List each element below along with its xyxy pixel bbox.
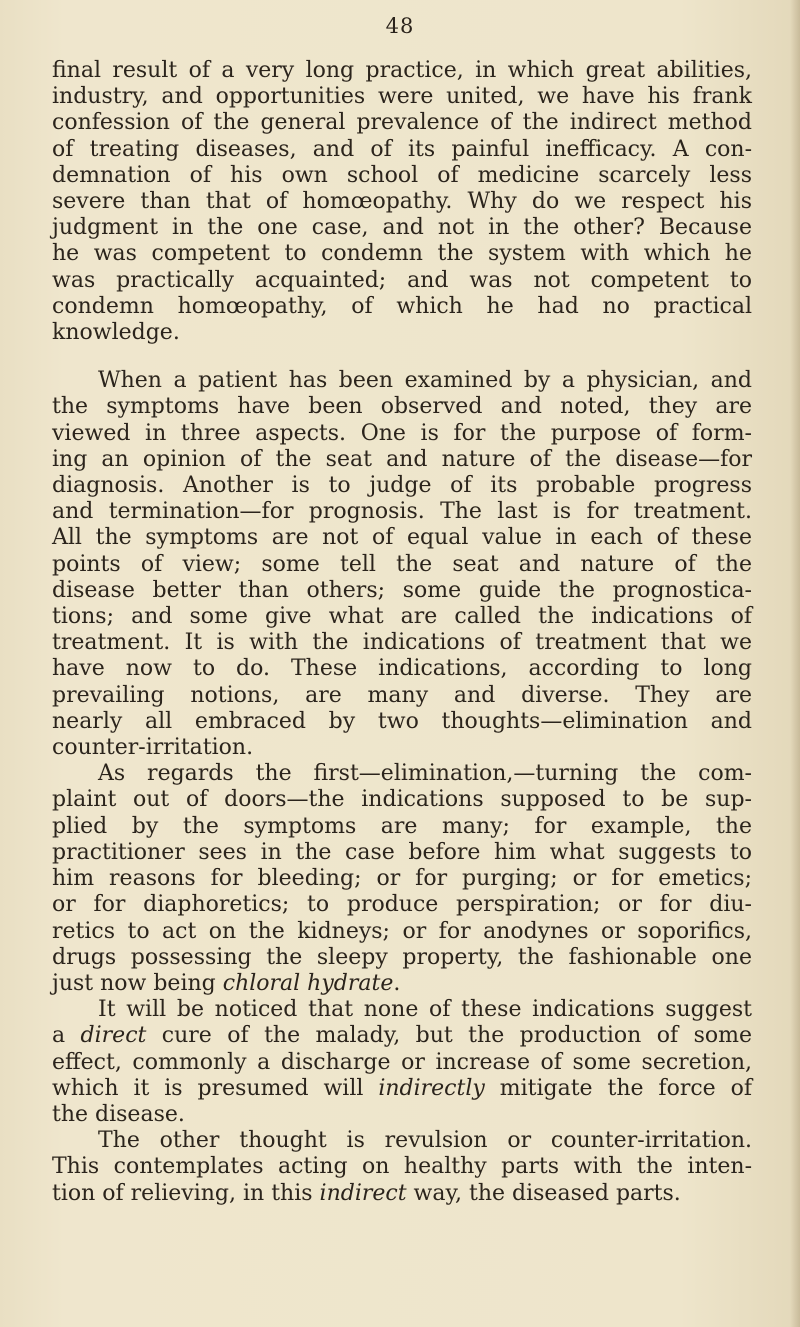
text-line: industry, and opportunities were united, we have his frank (52, 84, 752, 110)
text-line: diagnosis. Another is to judge of its probable progress (52, 473, 752, 499)
paragraph-1 (52, 58, 752, 346)
text-line: condemn homœopathy, of which he had no practical (52, 293, 752, 319)
text-line: points of view; some tell the seat and nature of the (52, 551, 752, 577)
text-line: drugs possessing the sleepy property, the fashionable one (52, 944, 752, 970)
text-line: disease better than others; some guide the prognostica- (52, 577, 752, 603)
text-line: treatment. It is with the indications of treatment that we (52, 630, 752, 656)
text-line: tions; and some give what are called the indications of (52, 604, 752, 630)
paragraph-3 (52, 761, 752, 997)
text-line: tion of relieving, in this indirect way, the diseased parts. (52, 1180, 681, 1206)
text-line: The other thought is revulsion or counter-irritation. (98, 1128, 752, 1154)
text-line: and termination—for prognosis. The last is for treatment. (52, 499, 752, 525)
text-line: ing an opinion of the seat and nature of the disease—for (52, 446, 752, 472)
text-line: viewed in three aspects. One is for the purpose of form- (52, 420, 752, 446)
text-line: severe than that of homœopathy. Why do we respect his (52, 189, 752, 215)
text-line: demnation of his own school of medicine scarcely less (52, 162, 752, 188)
text-line: When a patient has been examined by a physician, and (98, 368, 752, 394)
text-line: the symptoms have been observed and noted, they are (52, 394, 752, 420)
page-edge-shadow (790, 0, 800, 1327)
italic-phrase: indirectly (378, 1075, 485, 1101)
paragraph-4 (52, 997, 752, 1128)
text-line: It will be noticed that none of these indications suggest (98, 997, 752, 1023)
text-line: a direct cure of the malady, but the production of some (52, 1023, 752, 1049)
italic-phrase: chloral hydrate (222, 970, 394, 996)
text-line: prevailing notions, are many and diverse. They are (52, 682, 752, 708)
text-line: just now being chloral hydrate. (52, 970, 401, 996)
text-line: judgment in the one case, and not in the other? Because (52, 215, 752, 241)
text-line: final result of a very long practice, in which great abilities, (52, 58, 752, 83)
text-line: As regards the first—elimination,—turning the com- (98, 761, 752, 787)
text-line: nearly all embraced by two thoughts—elimination and (52, 708, 752, 734)
page-number: 48 (385, 14, 415, 38)
text-line: of treating diseases, and of its painful inefficacy. A con- (52, 136, 752, 162)
text-line: This contemplates acting on healthy parts with the inten- (52, 1154, 752, 1180)
text-line: effect, commonly a discharge or increase of some secretion, (52, 1049, 752, 1075)
italic-phrase: indirect (319, 1180, 407, 1206)
text-line: he was competent to condemn the system with which he (52, 241, 752, 267)
text-line: practitioner sees in the case before him what suggests to (52, 839, 752, 865)
text-line: knowledge. (52, 320, 180, 346)
text-line: him reasons for bleeding; or for purging; or for emetics; (52, 866, 752, 892)
text-line: counter-irritation. (52, 735, 254, 761)
text-line: have now to do. These indications, according to long (52, 656, 752, 682)
paragraph-2 (52, 368, 752, 761)
body-text (52, 58, 752, 1207)
paragraph-5 (52, 1128, 752, 1207)
text-line: was practically acquainted; and was not competent to (52, 267, 752, 293)
text-line: plied by the symptoms are many; for example, the (52, 813, 752, 839)
text-line: plaint out of doors—the indications supposed to be sup- (52, 787, 752, 813)
text-line: All the symptoms are not of equal value in each of these (52, 525, 752, 551)
text-line: the disease. (52, 1101, 185, 1127)
paragraph-gap (52, 346, 752, 368)
text-line: confession of the general prevalence of the indirect method (52, 110, 752, 136)
text-line: which it is presumed will indirectly mitigate the force of (52, 1075, 752, 1101)
text-line: or for diaphoretics; to produce perspiration; or for diu- (52, 892, 752, 918)
italic-phrase: direct (80, 1023, 147, 1049)
text-line: retics to act on the kidneys; or for anodynes or soporifics, (52, 918, 752, 944)
